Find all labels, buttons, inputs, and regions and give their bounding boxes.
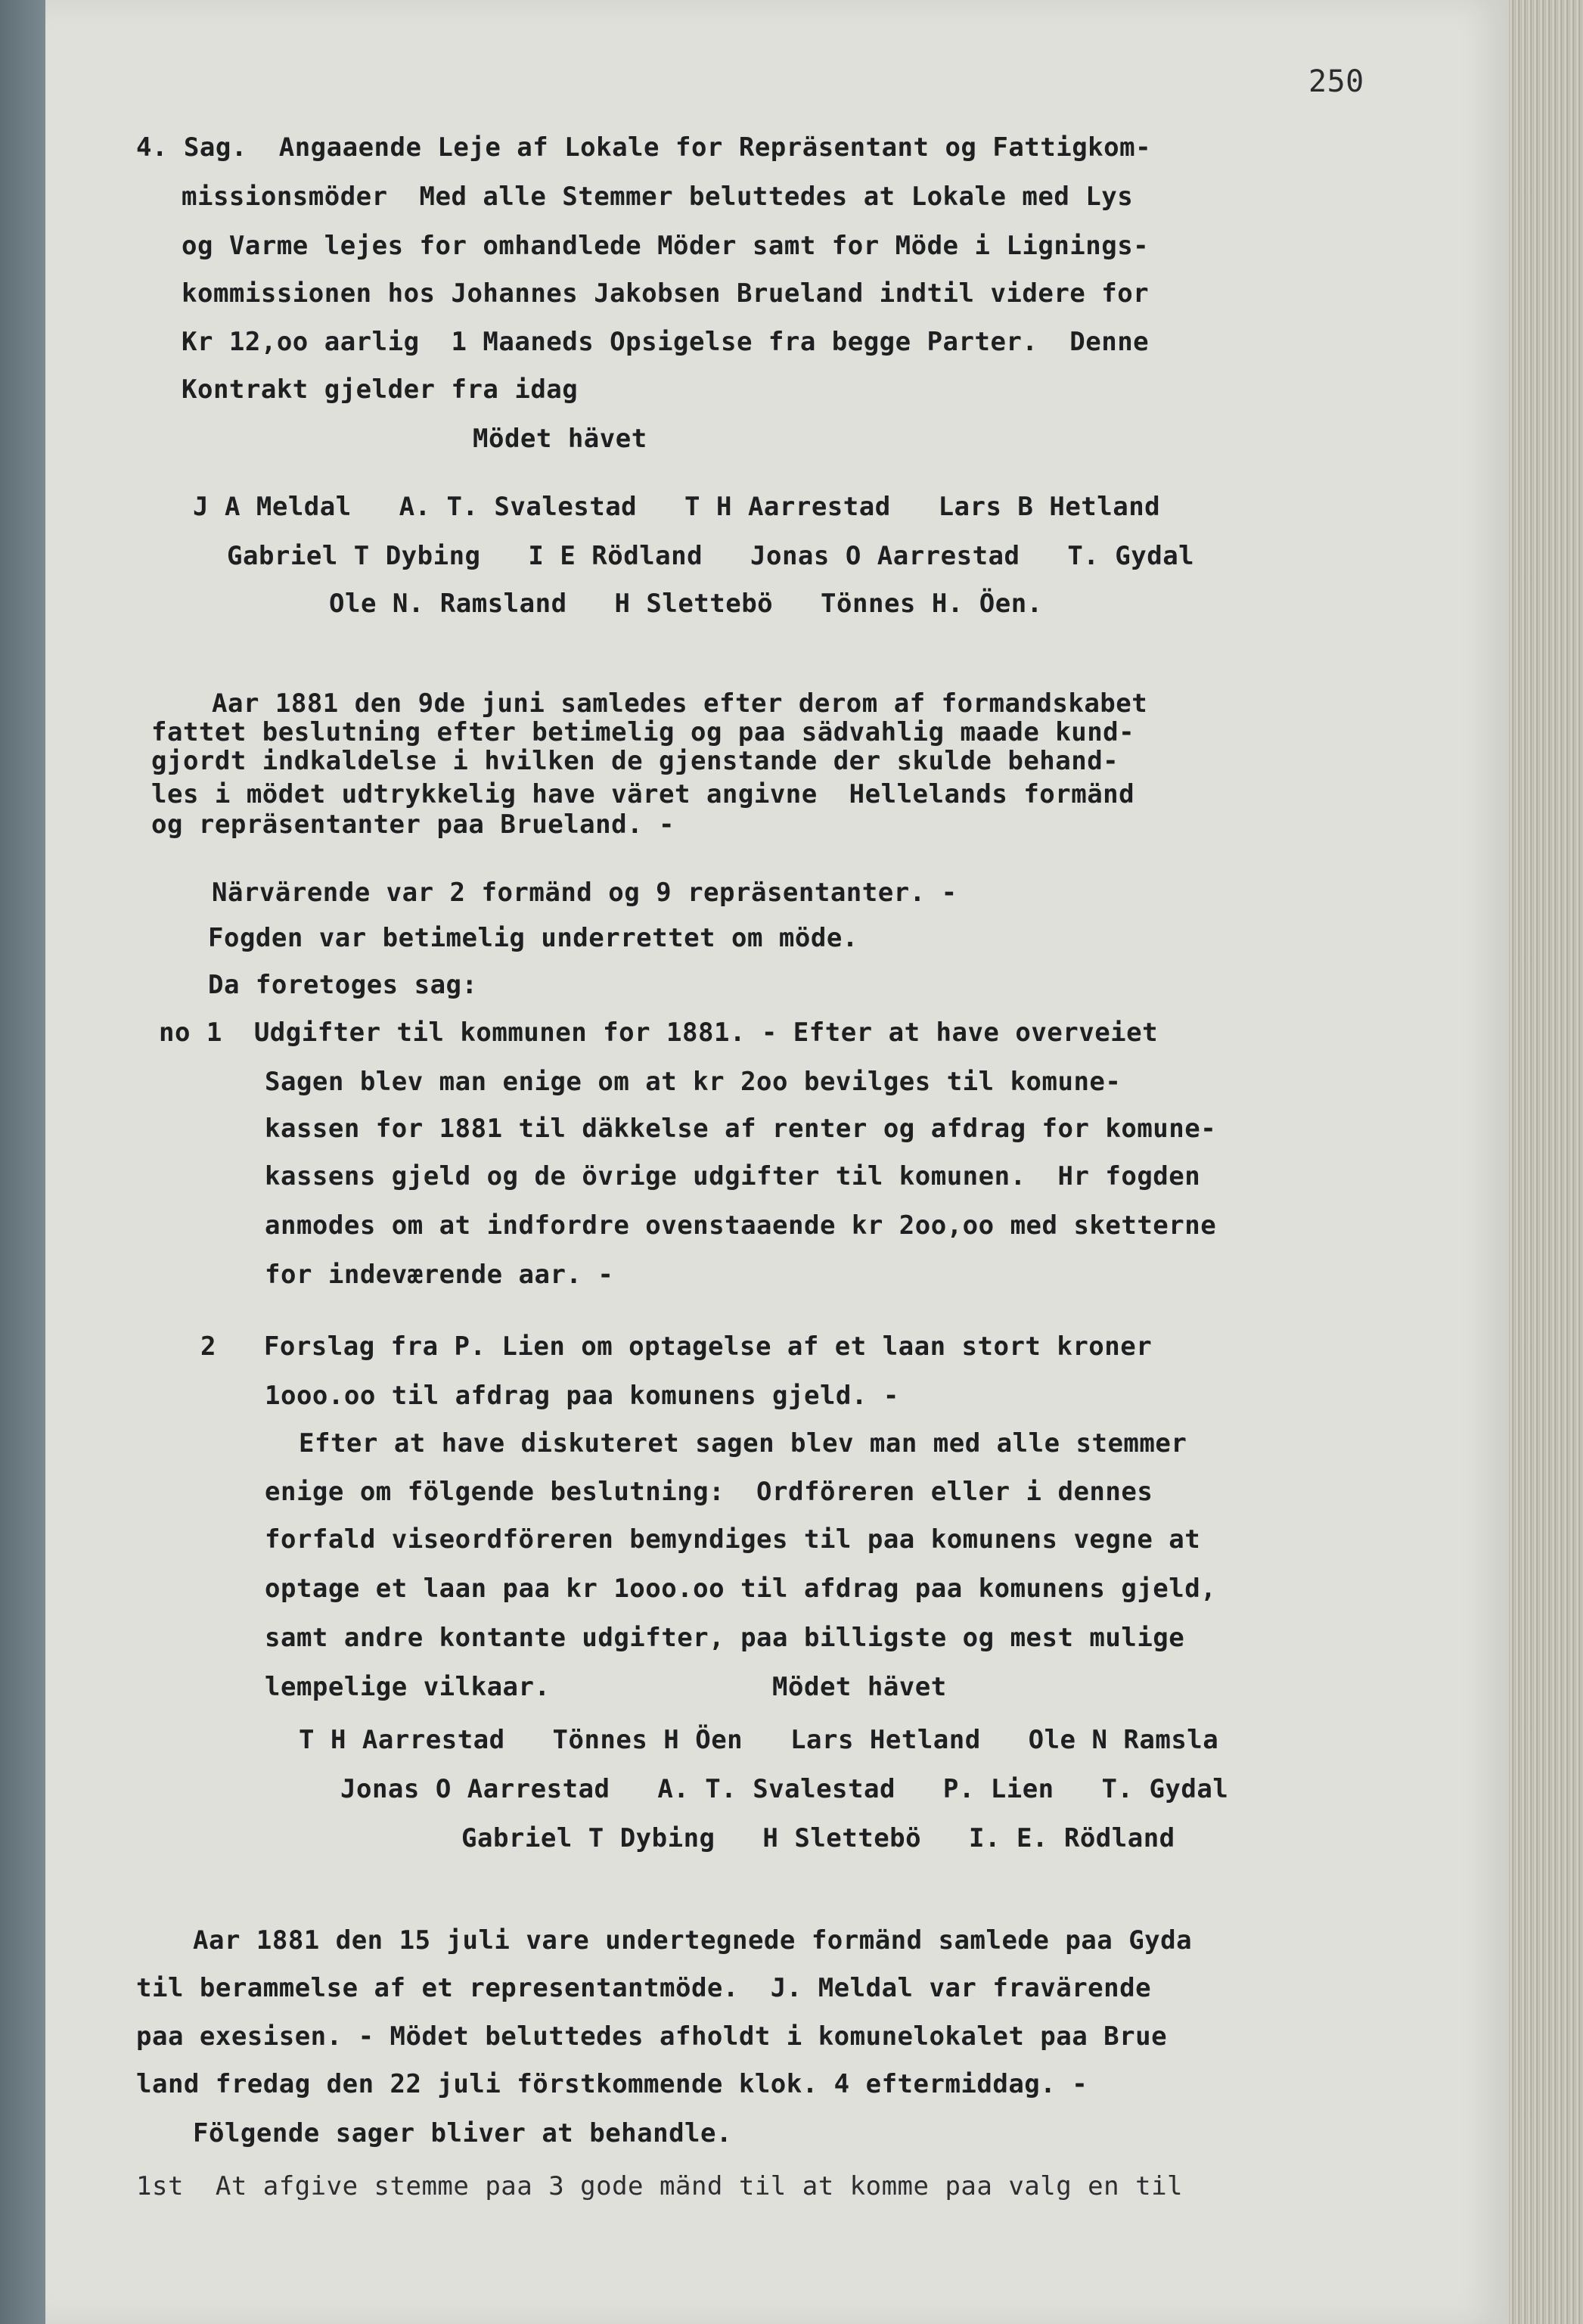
text-line: paa exesisen. - Mödet beluttedes afholdt i komunelokalet paa Brue <box>136 2021 1168 2052</box>
text-line: Fölgende sager bliver at behandle. <box>193 2118 732 2148</box>
text-line: Mödet hävet <box>473 424 647 454</box>
text-line: kassen for 1881 til däkkelse af renter og afdrag for komune- <box>265 1114 1217 1144</box>
text-line: Sagen blev man enige om at kr 2oo bevilges til komune- <box>265 1067 1122 1097</box>
text-line: land fredag den 22 juli förstkommende klok. 4 eftermiddag. - <box>136 2069 1088 2099</box>
text-line: no 1 Udgifter til kommunen for 1881. - Efter at have overveiet <box>159 1018 1159 1048</box>
text-line: til berammelse af et representantmöde. J. Meldal var fravärende <box>136 1973 1152 2003</box>
text-line: kassens gjeld og de övrige udgifter til komunen. Hr fogden <box>265 1161 1201 1192</box>
text-line: kommissionen hos Johannes Jakobsen Brueland indtil videre for <box>182 278 1150 309</box>
text-line: les i mödet udtrykkelig have väret angivne Hellelands formänd <box>151 779 1135 809</box>
text-line: Aar 1881 den 9de juni samledes efter derom af formandskabet <box>212 688 1148 719</box>
text-line: Kr 12,oo aarlig 1 Maaneds Opsigelse fra begge Parter. Denne <box>182 327 1150 357</box>
text-line: 1ooo.oo til afdrag paa komunens gjeld. - <box>265 1381 899 1411</box>
text-line: enige om fölgende beslutning: Ordföreren eller i dennes <box>265 1477 1153 1507</box>
signature-line: Gabriel T Dybing I E Rödland Jonas O Aarrestad T. Gydal <box>227 541 1195 571</box>
text-line: optage et laan paa kr 1ooo.oo til afdrag paa komunens gjeld, <box>265 1574 1217 1604</box>
text-line: Aar 1881 den 15 juli vare undertegnede formänd samlede paa Gyda <box>193 1925 1193 1956</box>
text-line: Efter at have diskuteret sagen blev man med alle stemmer <box>299 1428 1187 1459</box>
signature-line: Gabriel T Dybing H Slettebö I. E. Rödland <box>461 1823 1175 1853</box>
text-line: missionsmöder Med alle Stemmer beluttedes at Lokale med Lys <box>182 182 1134 212</box>
text-line: 1st At afgive stemme paa 3 gode mänd til at komme paa valg en til <box>136 2171 1184 2201</box>
text-line: Fogden var betimelig underrettet om möde. <box>208 923 858 953</box>
text-line: lempelige vilkaar. Mödet hävet <box>265 1672 947 1702</box>
text-line: for indeværende aar. - <box>265 1260 614 1290</box>
text-line: og Varme lejes for omhandlede Möder samt for Möde i Lignings- <box>182 231 1150 261</box>
signature-line: J A Meldal A. T. Svalestad T H Aarrestad Lars B Hetland <box>193 492 1161 522</box>
text-line: Kontrakt gjelder fra idag <box>182 374 579 405</box>
book-page-edges <box>1509 0 1583 2324</box>
text-line: 4. Sag. Angaaende Leje af Lokale for Repräsentant og Fattigkom- <box>136 132 1152 163</box>
text-line: og repräsentanter paa Brueland. - <box>151 809 675 840</box>
text-line: forfald viseordföreren bemyndiges til paa komunens vegne at <box>265 1524 1201 1555</box>
text-line: 2 Forslag fra P. Lien om optagelse af et laan stort kroner <box>200 1331 1153 1362</box>
signature-line: T H Aarrestad Tönnes H Öen Lars Hetland Ole N Ramsla <box>299 1725 1219 1755</box>
text-line: anmodes om at indfordre ovenstaaende kr 2oo,oo med sketterne <box>265 1210 1217 1241</box>
text-line: fattet beslutning efter betimelig og paa sädvahlig maade kund- <box>151 717 1135 747</box>
scan-left-border <box>0 0 45 2324</box>
signature-line: Ole N. Ramsland H Slettebö Tönnes H. Öen. <box>329 589 1043 619</box>
page-number: 250 <box>1308 64 1364 99</box>
text-line: samt andre kontante udgifter, paa billigste og mest mulige <box>265 1623 1185 1653</box>
text-line: Da foretoges sag: <box>208 970 478 1000</box>
text-line: Närvärende var 2 formänd og 9 repräsentanter. - <box>212 878 958 908</box>
signature-line: Jonas O Aarrestad A. T. Svalestad P. Lien T. Gydal <box>340 1774 1229 1804</box>
text-line: gjordt indkaldelse i hvilken de gjenstande der skulde behand- <box>151 746 1119 776</box>
